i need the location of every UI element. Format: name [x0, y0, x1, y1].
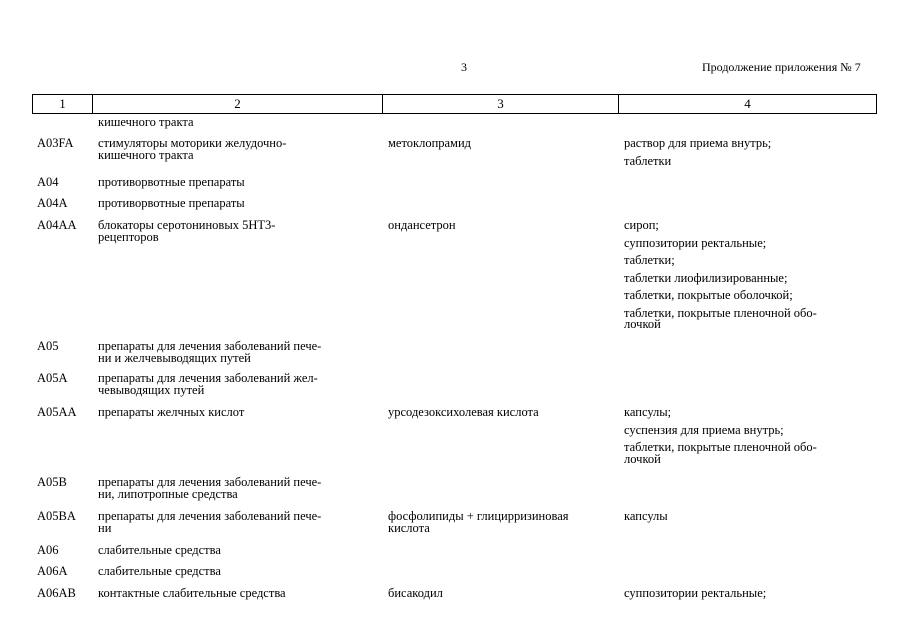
dosage-form-item: капсулы	[624, 509, 668, 523]
dosage-forms	[624, 138, 882, 167]
table-row	[37, 177, 882, 189]
group-name: препараты для лечения заболеваний пече- ни и желчевыводящих путей	[98, 339, 322, 365]
substance-name	[388, 341, 624, 364]
atc-code: A05BA	[37, 509, 76, 523]
table-row	[37, 220, 882, 331]
dosage-form-item: таблетки, покрытые пленочной обо- лочкой	[624, 440, 817, 466]
column-header-2: 2	[92, 95, 382, 113]
group-name: препараты для лечения заболеваний пече- ни	[98, 509, 322, 535]
substance-name	[388, 477, 624, 500]
table-row	[37, 566, 882, 578]
substance-name: метоклопрамид	[388, 136, 472, 150]
atc-code	[37, 117, 98, 129]
group-name: кишечного тракта	[98, 115, 194, 129]
table-row	[37, 198, 882, 210]
substance-name: урсодезоксихолевая кислота	[388, 405, 539, 419]
atc-code: A05B	[37, 475, 67, 489]
group-name: противорвотные препараты	[98, 196, 245, 210]
group-name: препараты для лечения заболеваний пече- ни, липотропные средства	[98, 475, 322, 501]
table-row	[37, 545, 882, 557]
table-row	[37, 341, 882, 364]
group-name: контактные слабительные средства	[98, 586, 286, 600]
dosage-form-item: таблетки лиофилизированные;	[624, 270, 788, 285]
group-name: препараты для лечения заболеваний жел- чевыводящих путей	[98, 371, 318, 397]
dosage-forms	[624, 511, 882, 534]
column-header-4: 4	[618, 95, 876, 113]
dosage-form-item: капсулы;	[624, 405, 672, 419]
dosage-forms	[624, 177, 882, 189]
atc-code: A05	[37, 339, 59, 353]
dosage-form-item: суспензия для приема внутрь;	[624, 422, 784, 437]
table-row	[37, 477, 882, 500]
substance-name	[388, 177, 624, 189]
dosage-forms	[624, 341, 882, 364]
atc-code: A05A	[37, 371, 68, 385]
dosage-forms	[624, 117, 882, 129]
atc-code: A06AB	[37, 586, 76, 600]
substance-name	[388, 117, 624, 129]
group-name: противорвотные препараты	[98, 175, 245, 189]
dosage-forms	[624, 588, 882, 600]
dosage-forms	[624, 477, 882, 500]
dosage-forms	[624, 407, 882, 465]
atc-code: A03FA	[37, 136, 74, 150]
substance-name	[388, 545, 624, 557]
dosage-form-item: таблетки	[624, 153, 672, 168]
dosage-form-item: сироп;	[624, 218, 659, 232]
substance-name: бисакодил	[388, 586, 443, 600]
dosage-forms	[624, 545, 882, 557]
substance-name	[388, 566, 624, 578]
atc-code: A06	[37, 543, 59, 557]
group-name: слабительные средства	[98, 564, 221, 578]
atc-code: A04AA	[37, 218, 77, 232]
dosage-form-item: раствор для приема внутрь;	[624, 136, 772, 150]
dosage-forms	[624, 566, 882, 578]
dosage-forms	[624, 220, 882, 331]
dosage-form-item: суппозитории ректальные;	[624, 586, 767, 600]
group-name: блокаторы серотониновых 5HT3- рецепторов	[98, 218, 276, 244]
group-name: слабительные средства	[98, 543, 221, 557]
atc-code: A06A	[37, 564, 68, 578]
table-row	[37, 407, 882, 465]
dosage-form-item: таблетки;	[624, 253, 675, 267]
substance-name: фосфолипиды + глицирризиновая кислота	[388, 509, 569, 535]
continuation-label: Продолжение приложения № 7	[702, 60, 861, 74]
group-name: препараты желчных кислот	[98, 405, 245, 419]
dosage-forms	[624, 373, 882, 396]
table-row	[37, 138, 882, 167]
column-header-1: 1	[59, 96, 66, 111]
page-number: 3	[461, 60, 467, 74]
atc-code: A04A	[37, 196, 68, 210]
table-row	[37, 117, 882, 129]
table-row	[37, 511, 882, 534]
group-name: стимуляторы моторики желудочно- кишечного тракта	[98, 136, 287, 162]
dosage-form-item: суппозитории ректальные;	[624, 235, 767, 250]
dosage-form-item: таблетки, покрытые пленочной обо- лочкой	[624, 305, 817, 331]
substance-name	[388, 198, 624, 210]
atc-code: A05AA	[37, 405, 77, 419]
table-header	[32, 94, 877, 114]
substance-name	[388, 373, 624, 396]
atc-code: A04	[37, 175, 59, 189]
dosage-forms	[624, 198, 882, 210]
table-row	[37, 588, 882, 600]
column-header-3: 3	[382, 95, 618, 113]
dosage-form-item: таблетки, покрытые оболочкой;	[624, 288, 793, 302]
table-row	[37, 373, 882, 396]
substance-name: ондансетрон	[388, 218, 456, 232]
